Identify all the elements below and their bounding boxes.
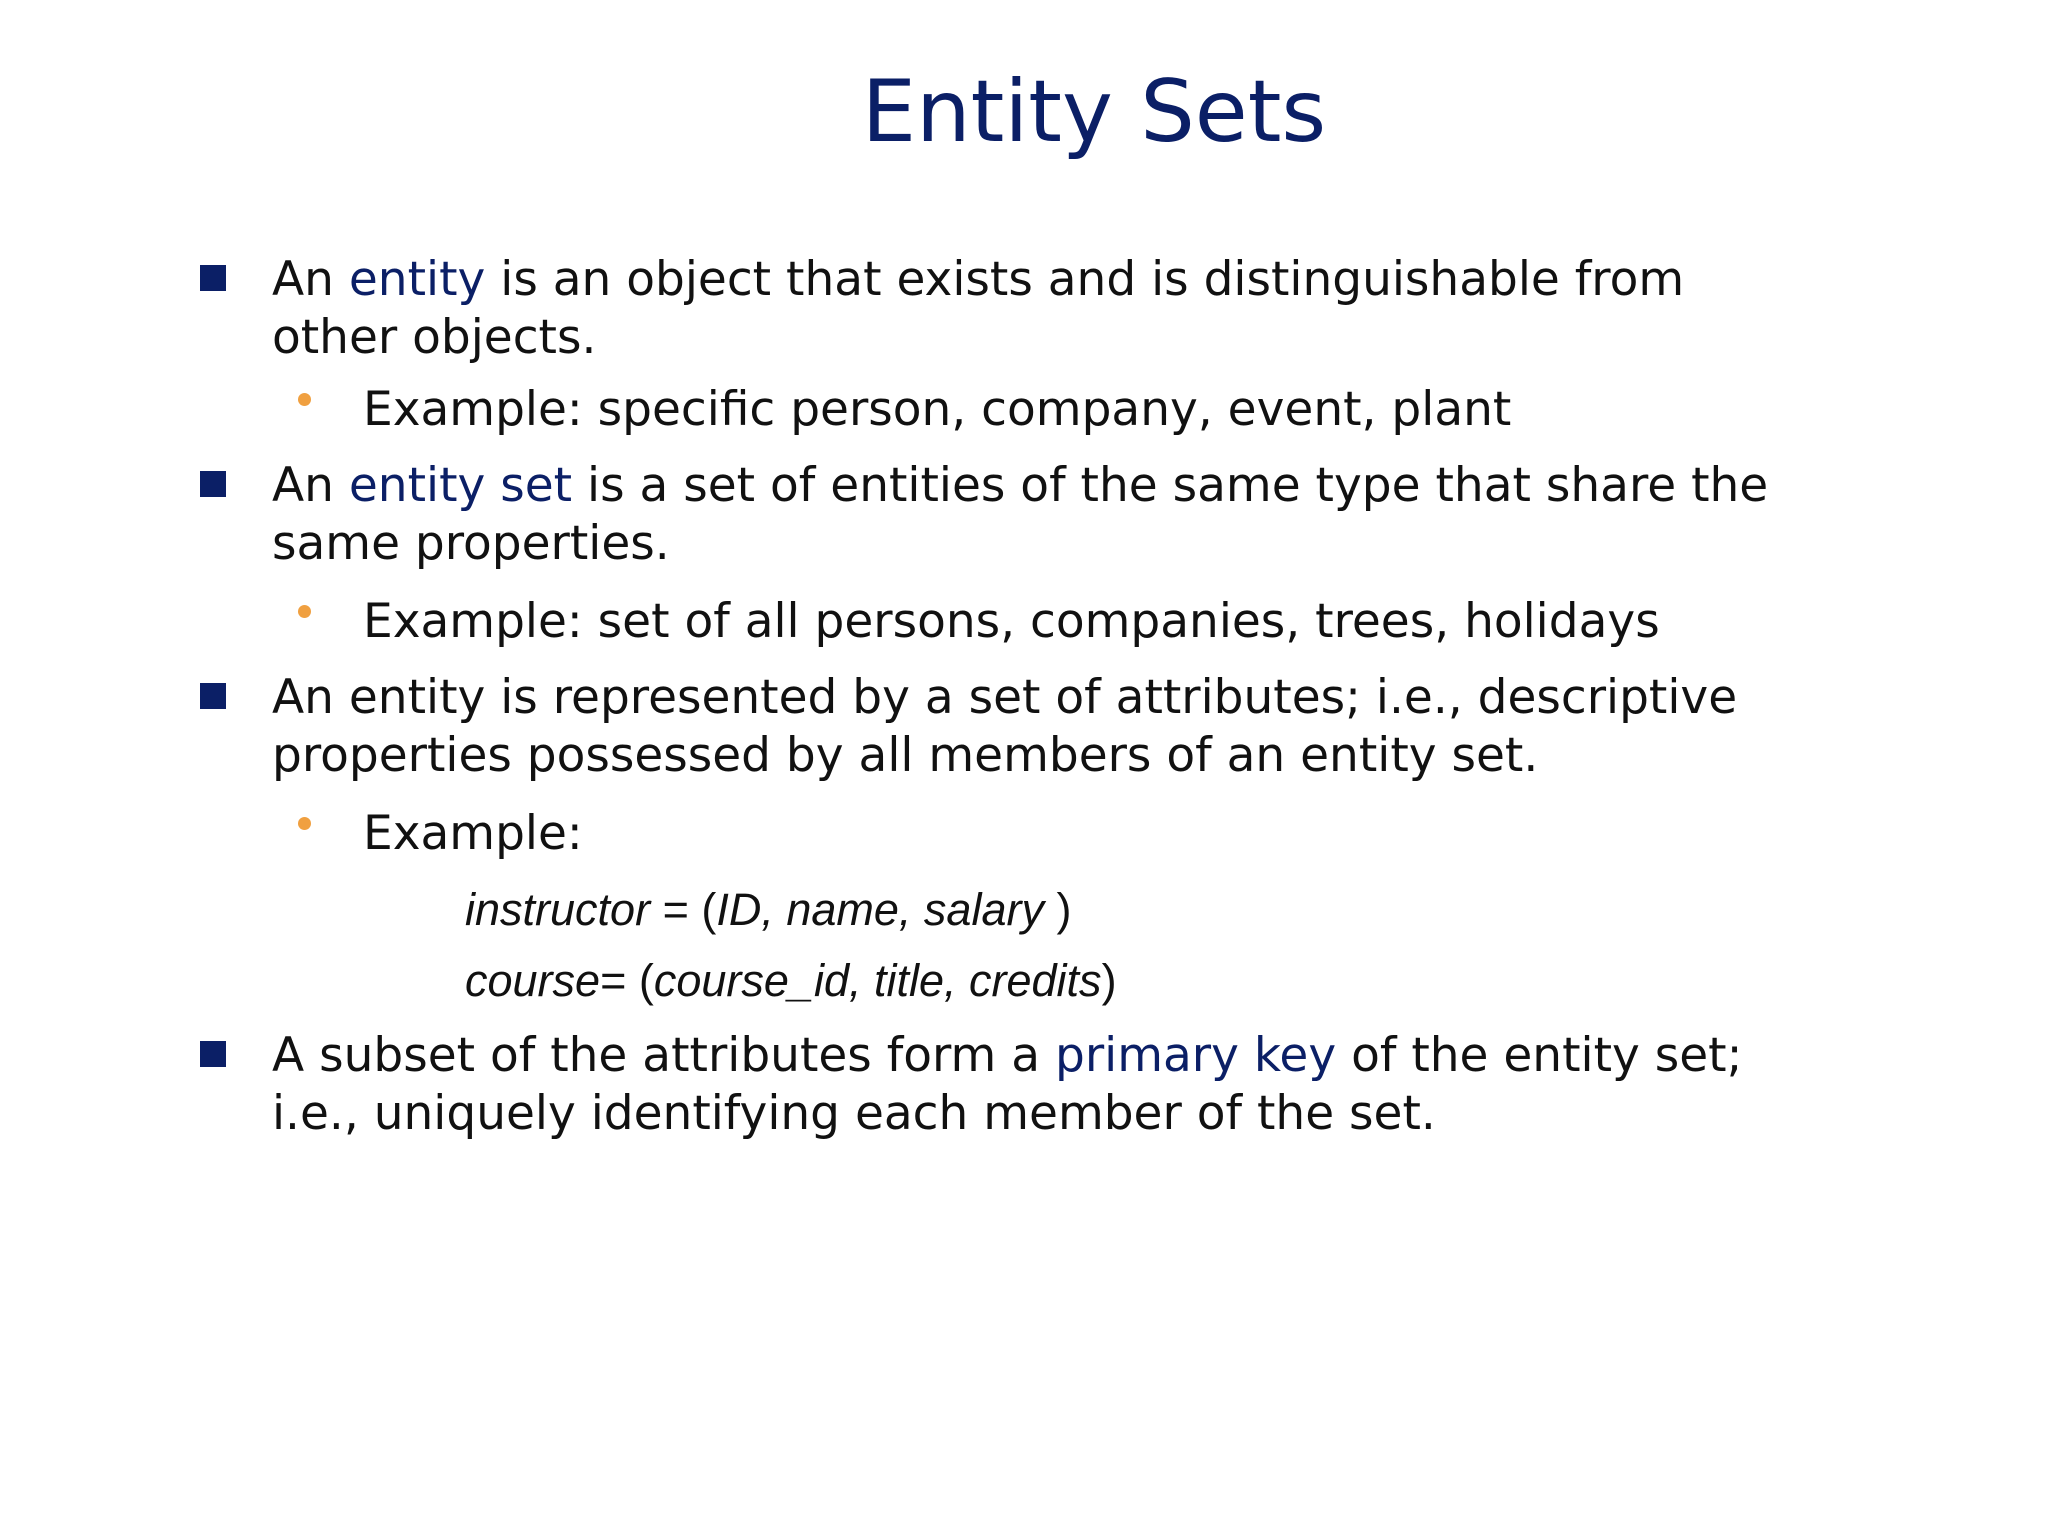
- term-entity-set: entity set: [348, 458, 573, 513]
- schema-attributes: ID, name, salary: [716, 884, 1044, 935]
- bullet-text: An entity is represented by a set of attributes; i.e., descriptive properties possessed by all members of an entity set.: [272, 670, 1738, 783]
- schema-close: ): [1043, 884, 1072, 935]
- square-bullet-icon: [200, 471, 226, 497]
- schema-name: course: [465, 955, 601, 1006]
- bullet-text: An: [272, 458, 349, 513]
- bullet-text: of the entity set; i.e., uniquely identifying each member of the set.: [272, 1028, 1743, 1141]
- term-primary-key: primary key: [1054, 1028, 1337, 1083]
- schema-close: ): [1101, 955, 1117, 1006]
- square-bullet-icon: [200, 683, 226, 709]
- square-bullet-icon: [200, 1041, 226, 1067]
- schema-instructor: [465, 883, 1071, 937]
- schema-equals: = (: [600, 955, 654, 1006]
- dot-bullet-icon: [298, 393, 311, 406]
- bullet-item-primary-key: [272, 1027, 1792, 1143]
- schema-course: [465, 954, 1117, 1008]
- schema-attributes: course_id, title, credits: [653, 955, 1102, 1006]
- bullet-text: is an object that exists and is distinguishable from other objects.: [272, 252, 1685, 365]
- bullet-text: An: [272, 252, 349, 307]
- schema-equals: = (: [650, 884, 717, 935]
- square-bullet-icon: [200, 265, 226, 291]
- schema-name: instructor: [465, 884, 651, 935]
- dot-bullet-icon: [298, 817, 311, 830]
- dot-bullet-icon: [298, 605, 311, 618]
- sub-bullet-example: Example:: [363, 806, 583, 861]
- sub-bullet-example: Example: specific person, company, event, plant: [363, 382, 1512, 437]
- bullet-item-attributes: [272, 669, 1792, 785]
- bullet-item-entity-set: [272, 457, 1792, 573]
- bullet-text: is a set of entities of the same type that share the same properties.: [272, 458, 1769, 571]
- slide-title: Entity Sets: [861, 62, 1327, 162]
- sub-bullet-example: Example: set of all persons, companies, trees, holidays: [363, 594, 1660, 649]
- bullet-text: A subset of the attributes form a: [272, 1028, 1055, 1083]
- bullet-item-entity: [272, 251, 1792, 367]
- term-entity: entity: [348, 252, 486, 307]
